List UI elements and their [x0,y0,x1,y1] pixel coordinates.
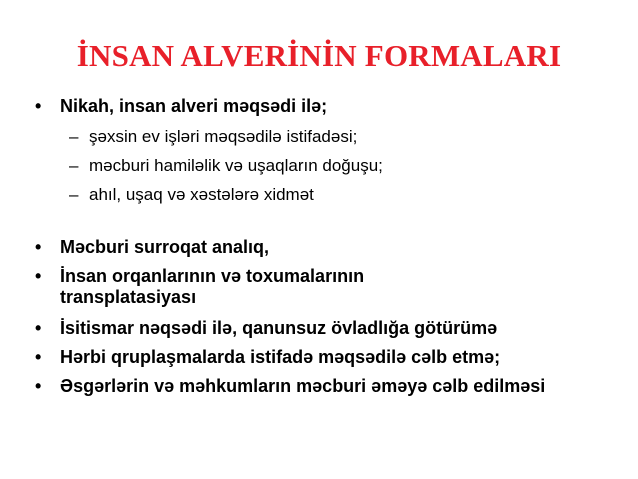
sub-item-text: məcburi hamiləlik və uşaqların doğuşu; [89,156,383,175]
dash-icon: – [69,185,79,204]
bullet-item [35,318,625,339]
bullet-text: İnsan orqanlarının və toxumalarının transplatasiyası [60,266,365,307]
bullet-item [35,347,625,368]
sub-item [69,184,609,205]
bullet-text: İsitismar nəqsədi ilə, qanunsuz övladlığa götürümə [60,318,498,338]
bullet-item [35,237,625,258]
bullet-item [35,376,595,397]
bullet-icon: • [35,237,42,257]
bullet-text: Nikah, insan alveri məqsədi ilə; [60,96,328,116]
bullet-text: Hərbi qruplaşmalarda istifadə məqsədilə cəlb etmə; [60,347,501,367]
bullet-icon: • [35,266,42,286]
dash-icon: – [69,127,79,146]
slide-title: İNSAN ALVERİNİN FORMALARI [76,38,562,73]
sub-item-text: şəxsin ev işləri məqsədilə istifadəsi; [89,127,358,146]
sub-item-text: ahıl, uşaq və xəstələrə xidmət [89,185,314,204]
bullet-item [35,266,475,308]
sub-item [69,155,609,176]
bullet-icon: • [35,347,42,367]
dash-icon: – [69,156,79,175]
bullet-icon: • [35,376,42,396]
sub-item [69,126,609,147]
bullet-text: Əsgərlərin və məhkumların məcburi əməyə cəlb edilməsi [60,376,546,396]
bullet-text: Məcburi surroqat analıq, [60,237,270,257]
bullet-item [35,96,625,117]
bullet-icon: • [35,318,42,338]
bullet-icon: • [35,96,42,116]
